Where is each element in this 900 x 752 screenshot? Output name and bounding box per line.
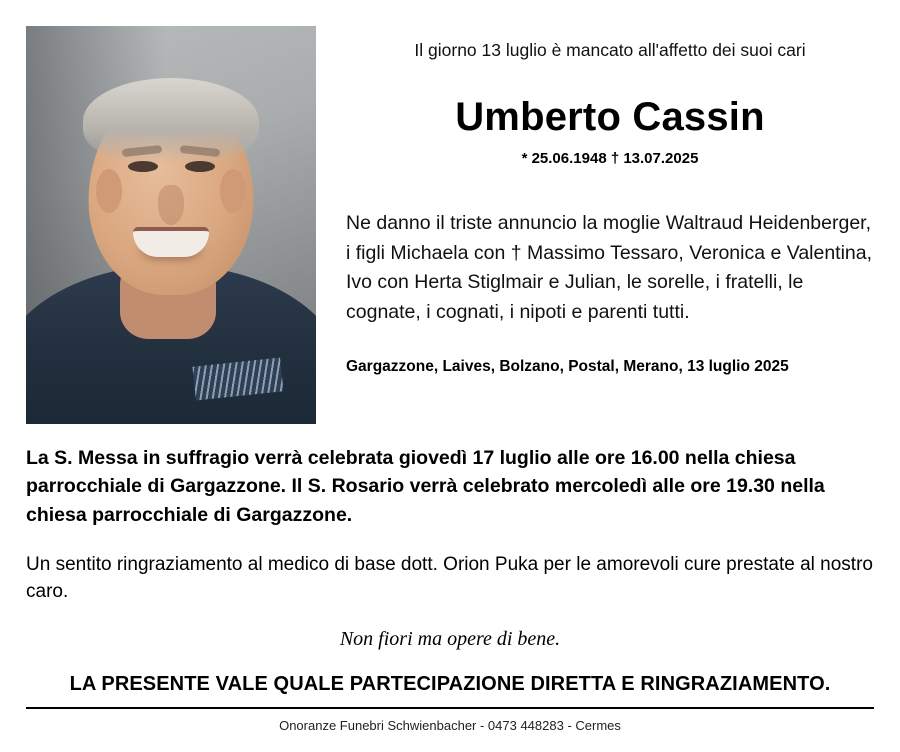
- photo-hair: [83, 78, 259, 164]
- family-announcement-text: Ne danno il triste annuncio la moglie Waltraud Heidenberger, i figli Michaela con † Massimo Tessaro, Veronica e Valentina, Ivo con Herta Stiglmair e Julian, le sorelle, i fratelli, le cognate, i cognati, i nipoti e parenti tutti.: [346, 212, 873, 323]
- portrait-container: [26, 26, 316, 424]
- no-flowers-note: Non fiori ma opere di bene.: [339, 627, 561, 650]
- portrait-photo: [26, 26, 316, 424]
- funeral-home-footer: Onoranze Funebri Schwienbacher - 0473 448283 - Cermes: [279, 718, 621, 733]
- footer-divider: [26, 707, 874, 709]
- deceased-name: Umberto Cassin: [455, 95, 765, 139]
- top-section: [26, 26, 874, 424]
- photo-ear-left: [96, 169, 122, 213]
- photo-nose: [158, 185, 184, 225]
- header-text-block: [316, 26, 874, 376]
- photo-smile: [133, 227, 209, 257]
- mass-information: La S. Messa in suffragio verrà celebrata giovedì 17 luglio alle ore 16.00 nella chiesa parrocchiale di Gargazzone. Il S. Rosario verrà celebrato mercoledì alle ore 19.30 nella chiesa parrocchiale di Gargazzone.: [26, 447, 825, 526]
- birth-death-dates: * 25.06.1948 † 13.07.2025: [521, 150, 699, 167]
- announcement-line: Il giorno 13 luglio è mancato all'affetto dei suoi cari: [414, 40, 806, 60]
- thanks-message: Un sentito ringraziamento al medico di base dott. Orion Puka per le amorevoli cure prestate al nostro caro.: [26, 553, 873, 603]
- places-and-date: Gargazzone, Laives, Bolzano, Postal, Merano, 13 luglio 2025: [346, 357, 789, 375]
- participation-statement: LA PRESENTE VALE QUALE PARTECIPAZIONE DIRETTA E RINGRAZIAMENTO.: [69, 672, 831, 695]
